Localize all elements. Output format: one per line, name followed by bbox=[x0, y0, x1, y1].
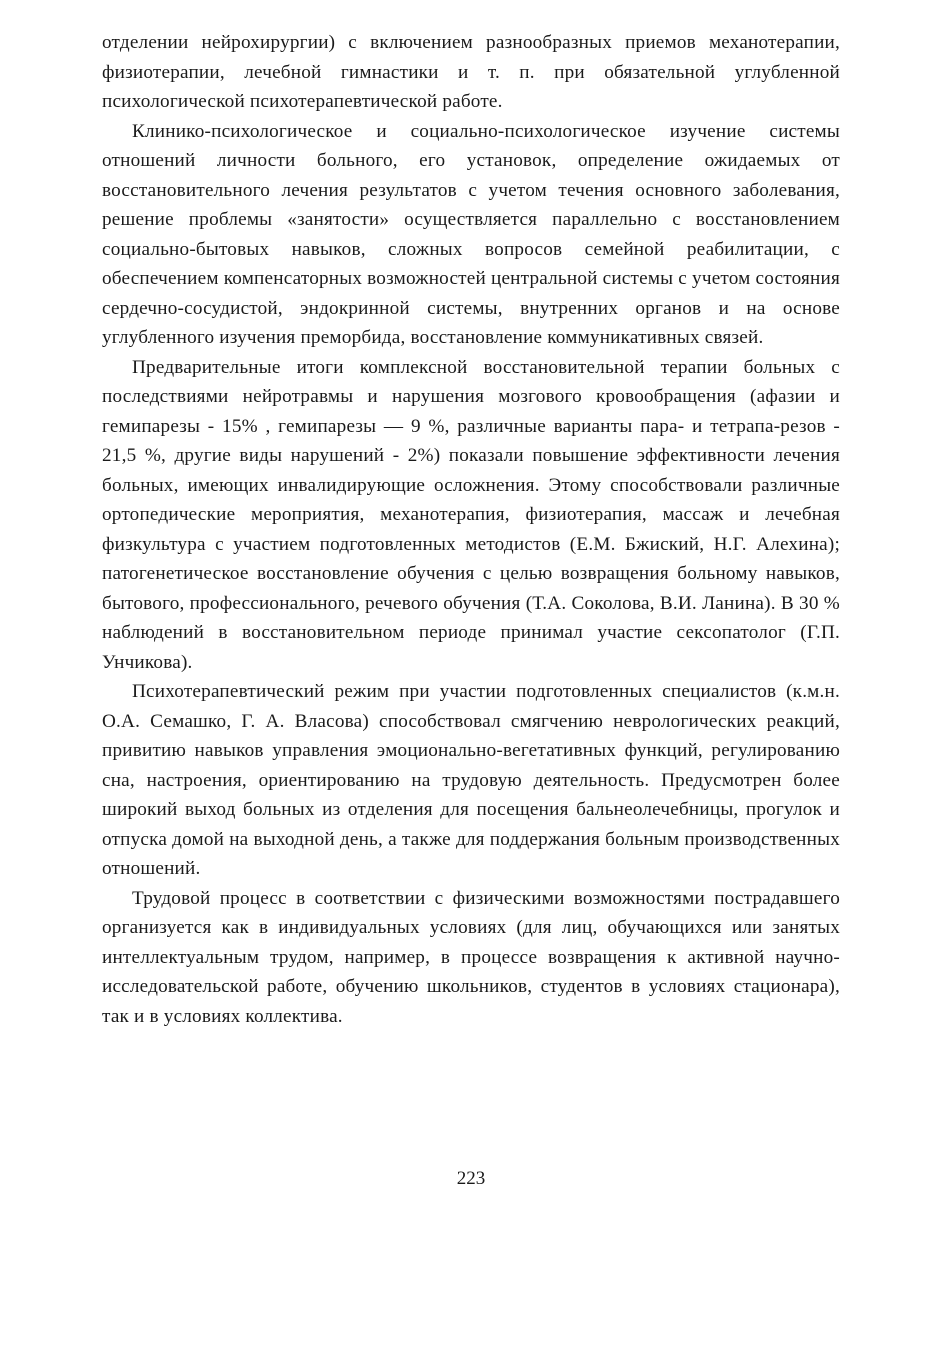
paragraph-preliminary-results: Предварительные итоги комплексной восстановительной терапии больных с последствиями нейротравмы и нарушения мозгового кровообращения (афазии и гемипарезы - 15% , гемипарезы — 9 %, различные варианты пара- и тетрапа-резов - 21,5 %, другие виды нарушений - 2%) показали повышение эффективности лечения больных, имеющих инвалидирующие осложнения. Этому способствовали различные ортопедические мероприятия, механотерапия, физиотерапия, массаж и лечебная физкультура с участием подготовленных методистов (Е.М. Бжиский, Н.Г. Алехина); патогенетическое восстановление обучения с целью возвращения больному навыков, бытового, профессионального, речевого обучения (Т.А. Соколова, В.И. Ланина). В 30 % наблюдений в восстановительном периоде принимал участие сексопатолог (Г.П. Унчикова). bbox=[102, 356, 840, 673]
page-body bbox=[102, 28, 840, 1031]
paragraph-labor-process: Трудовой процесс в соответствии с физическими возможностями пострадавшего организуется как в индивидуальных условиях (для лиц, обучающихся или занятых интеллектуальным трудом, например, в процессе возвращения к активной научно-исследовательской работе, обучению школьников, студентов в условиях стационара), так и в условиях коллектива. bbox=[102, 887, 840, 1027]
page-number: 223 bbox=[456, 1168, 486, 1189]
paragraph-continuation: отделении нейрохирургии) с включением разнообразных приемов механотерапии, физиотерапии, лечебной гимнастики и т. п. при обязательной углубленной психологической психотерапевтической работе. bbox=[102, 32, 840, 112]
paragraph-psychotherapy: Психотерапевтический режим при участии подготовленных специалистов (к.м.н. О.А. Семашко, Г. А. Власова) способствовал смягчению неврологических реакций, привитию навыков управления эмоционально-вегетативных функций, регулированию сна, настроения, ориентированию на трудовую деятельность. Предусмотрен более широкий выход больных из отделения для посещения бальнеолечебницы, прогулок и отпуска домой на выходной день, а также для поддержания больным производственных отношений. bbox=[102, 681, 840, 879]
paragraph-clinical-study: Клинико-психологическое и социально-психологическое изучение системы отношений личности больного, его установок, определение ожидаемых от восстановительного лечения результатов с учетом течения основного заболевания, решение проблемы «занятости» осуществляется параллельно с восстановлением социально-бытовых навыков, сложных вопросов семейной реабилитации, с обеспечением компенсаторных возможностей центральной системы с учетом состояния сердечно-сосудистой, эндокринной системы, внутренних органов и на основе углубленного изучения преморбида, восстановление коммуникативных связей. bbox=[102, 120, 840, 348]
